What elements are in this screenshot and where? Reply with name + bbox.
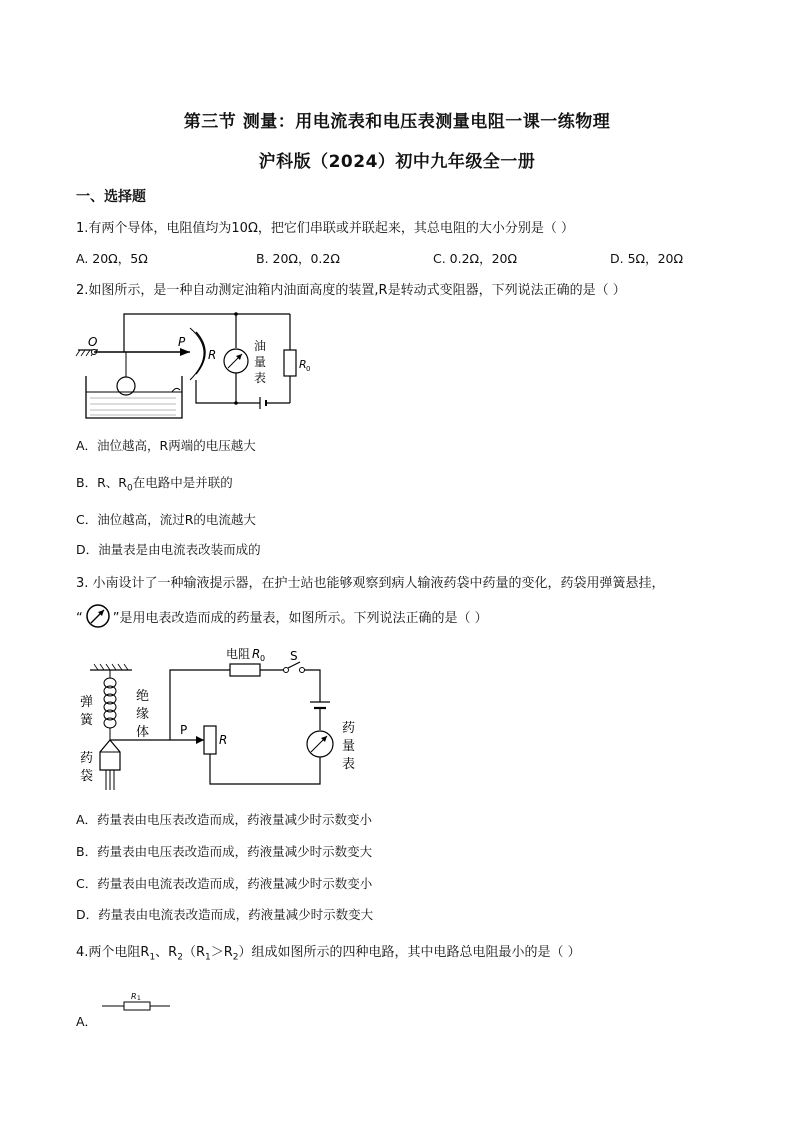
q4-stem-d: ＞R	[210, 945, 233, 960]
q4-option-a-figure	[100, 990, 172, 1014]
q2-option-b	[76, 473, 233, 494]
q3-label-spring-2: 簧	[80, 713, 94, 728]
q4-sub-3: 1	[205, 952, 211, 963]
q2-option-b-text: B．R、R	[76, 475, 127, 490]
q3-label-bag-2: 袋	[80, 769, 94, 784]
q3-label-meter-1: 药	[342, 721, 356, 736]
q4-sub-4: 2	[232, 952, 239, 963]
question-3-stem-line-2	[76, 607, 488, 629]
q1-option-d: D. 5Ω，20Ω	[610, 251, 684, 266]
q2-label-r0-sub: 0	[306, 365, 311, 373]
q4-stem-c: （R	[182, 945, 205, 960]
q3-label-spring-1: 弹	[80, 695, 94, 710]
q4-sub-2: 2	[177, 952, 183, 963]
q2-label-meter-1: 油	[254, 339, 267, 353]
q4-stem-a: 4.两个电阻R	[76, 945, 150, 960]
q3-label-bag-1: 药	[80, 751, 94, 766]
q2-option-d: D．油量表是由电流表改装而成的	[76, 542, 261, 557]
q2-label-meter-2: 量	[254, 355, 267, 369]
q1-option-a: A. 20Ω，5Ω	[76, 251, 148, 266]
title-line-1: 第三节 测量：用电流表和电压表测量电阻一课一练物理	[183, 112, 611, 132]
q2-label-r: R	[208, 348, 217, 362]
q4-r1-label: R	[131, 992, 137, 1001]
q3-option-c: C．药量表由电流表改造而成，药液量减少时示数变小	[76, 876, 373, 891]
q3-option-a: A．药量表由电压表改造而成，药液量减少时示数变小	[76, 812, 373, 827]
q3-label-r: R	[219, 733, 228, 747]
q2-label-p: P	[178, 335, 186, 349]
q3-label-r0: R	[252, 647, 261, 661]
question-1-stem: 1.有两个导体，电阻值均为10Ω，把它们串联或并联起来，其总电阻的大小分别是（ ）	[76, 221, 575, 236]
q1-option-c: C. 0.2Ω，20Ω	[433, 251, 518, 266]
q3-label-insul-2: 缘	[136, 707, 150, 722]
q2-label-r0: R	[299, 358, 307, 371]
q2-label-meter-3: 表	[254, 371, 267, 385]
q4-stem-b: 、R	[155, 945, 178, 960]
q2-option-b-sub: 0	[126, 483, 133, 494]
q2-label-o: O	[88, 335, 98, 349]
q3-label-insul-1: 绝	[136, 689, 150, 704]
q3-quote-open: “	[76, 611, 83, 626]
q3-label-insul-3: 体	[136, 725, 150, 740]
q2-option-a: A．油位越高，R两端的电压越大	[76, 438, 256, 453]
q3-label-meter-3: 表	[342, 757, 356, 772]
section-heading: 一、选择题	[76, 189, 146, 205]
meter-icon	[85, 603, 111, 629]
q3-option-b: B．药量表由电压表改造而成，药液量减少时示数变大	[76, 844, 373, 859]
q3-label-resistor: 电阻	[226, 647, 251, 661]
q4-option-a-label: A．	[76, 1014, 98, 1029]
q4-r1-sub: 1	[137, 995, 141, 1002]
q3-stem-line-2-text: ”是用电表改造而成的药量表，如图所示。下列说法正确的是（ ）	[112, 611, 488, 626]
q3-infusion-figure	[76, 640, 366, 792]
q3-label-meter-2: 量	[342, 739, 356, 754]
question-4-stem	[76, 941, 581, 963]
q4-sub-1: 1	[149, 952, 156, 963]
q3-label-r0-sub: 0	[260, 654, 266, 663]
q1-option-b: B. 20Ω，0.2Ω	[256, 251, 340, 266]
q3-label-p: P	[180, 723, 188, 737]
q2-option-c: C．油位越高，流过R的电流越大	[76, 512, 256, 527]
q3-option-d: D．药量表由电流表改造而成，药液量减少时示数变大	[76, 907, 374, 922]
q3-label-switch: S	[290, 649, 298, 663]
q2-oil-gauge-figure	[76, 306, 311, 422]
question-2-stem: 2.如图所示，是一种自动测定油箱内油面高度的装置,R是转动式变阻器，下列说法正确的是（ ）	[76, 283, 626, 298]
title-line-2: 沪科版（2024）初中九年级全一册	[258, 152, 536, 172]
question-3-stem-line-1: 3. 小南设计了一种输液提示器，在护士站也能够观察到病人输液药袋中药量的变化，药袋用弹簧悬挂，	[76, 576, 665, 591]
q2-option-b-tail: 在电路中是并联的	[132, 475, 233, 490]
q4-stem-e: ）组成如图所示的四种电路，其中电路总电阻最小的是（ ）	[238, 945, 581, 960]
